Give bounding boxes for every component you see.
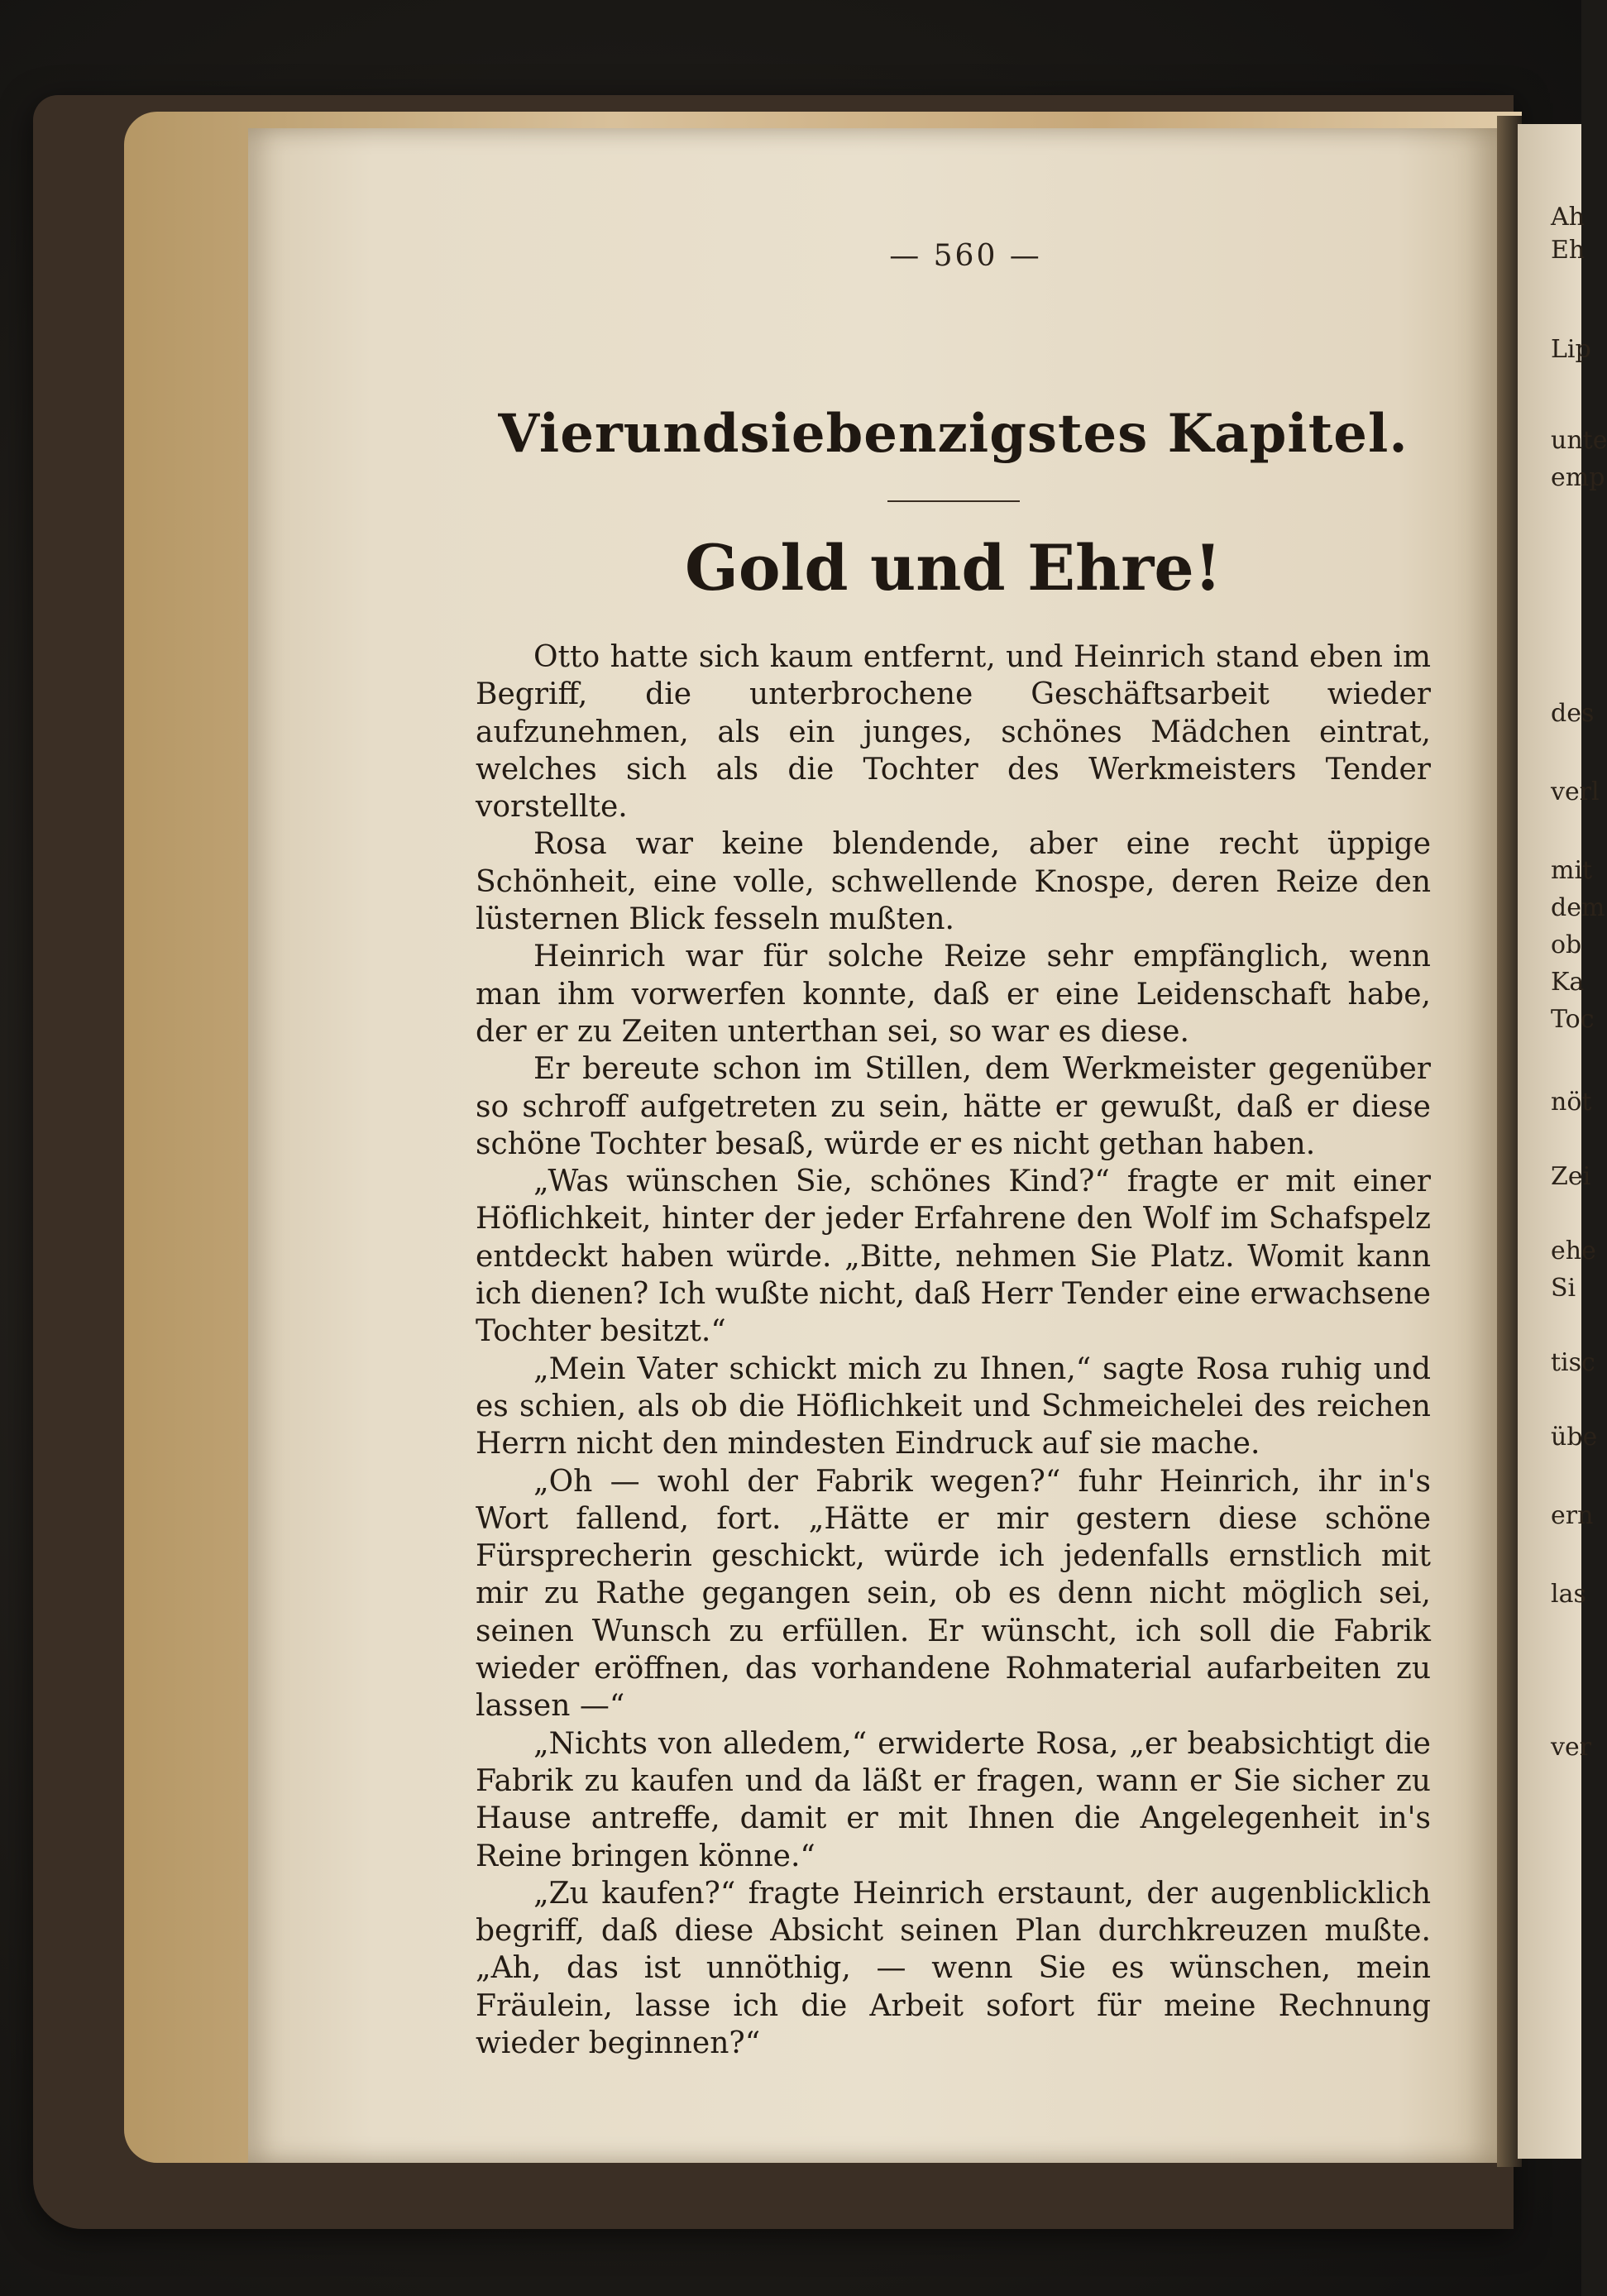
facing-page-word: des (1551, 699, 1595, 728)
facing-page-word: ob (1551, 930, 1582, 959)
chapter-subtitle: Gold und Ehre! (684, 531, 1222, 605)
facing-page-word: übe (1551, 1423, 1598, 1452)
facing-page-word: Zei (1551, 1162, 1591, 1191)
facing-page-word: tisc (1551, 1348, 1595, 1377)
body-text (476, 639, 1431, 2062)
paragraph: Rosa war keine blendende, aber eine recht üppige Schönheit, eine volle, schwellende Knospe, deren Reize den lüsternen Blick fesseln mußten. (476, 827, 1431, 937)
paragraph: Er bereute schon im Stillen, dem Werkmeister gegenüber so schroff aufgetreten zu sein, hätte er gewußt, daß er diese schöne Tochter besaß, würde er es nicht gethan haben. (476, 1052, 1431, 1161)
facing-page-word: las (1551, 1580, 1586, 1609)
facing-page-word: unte (1551, 426, 1607, 455)
facing-page-word: Toc (1551, 1005, 1595, 1034)
facing-page-fragment (1518, 124, 1607, 2159)
facing-page-word: verl (1551, 777, 1600, 806)
facing-page-word: Lip (1551, 335, 1591, 364)
page-number: — 560 — (889, 239, 1042, 273)
chapter-title: Vierundsiebenzigstes Kapitel. (498, 403, 1409, 465)
paragraph: Heinrich war für solche Reize sehr empfänglich, wenn man ihm vorwerfen konnte, daß er eine Leidenschaft habe, der er zu Zeiten unterthan sei, so war es diese. (476, 940, 1431, 1049)
paragraph: „Oh — wohl der Fabrik wegen?“ fuhr Heinrich, ihr in's Wort fallend, fort. „Hätte er mir gestern diese schöne Fürsprecherin geschickt, würde ich jedenfalls ernstlich mit mir zu Rathe gegangen sein, ob es denn nicht möglich sei, seinen Wunsch zu erfüllen. Er wünscht, ich soll die Fabrik wieder eröffnen, das vorhandene Rohmaterial aufarbeiten zu lassen —“ (476, 1464, 1431, 1724)
facing-page-word: dem (1551, 893, 1605, 922)
paragraph: „Was wünschen Sie, schönes Kind?“ fragte er mit einer Höflichkeit, hinter der jeder Erfahrene den Wolf im Schafspelz entdeckt haben würde. „Bitte, nehmen Sie Platz. Womit kann ich dienen? Ich wußte nicht, daß Herr Tender eine erwachsene Tochter besitzt.“ (476, 1165, 1431, 1349)
facing-page-word: Ah (1551, 203, 1585, 232)
facing-page-word: emp (1551, 463, 1605, 492)
paragraph: „Nichts von alledem,“ erwiderte Rosa, „er beabsichtigt die Fabrik zu kaufen und da läßt er fragen, wann er Sie sicher zu Hause antreffe, damit er mit Ihnen die Angelegenheit in's Reine bringen könne.“ (476, 1726, 1431, 1873)
facing-page-word: Eh (1551, 236, 1585, 265)
facing-page-word: mit (1551, 856, 1593, 885)
facing-page-word: ehe (1551, 1236, 1596, 1265)
paragraph: „Mein Vater schickt mich zu Ihnen,“ sagte Rosa ruhig und es schien, als ob die Höflichkeit und Schmeichelei des reichen Herrn nicht den mindesten Eindruck auf sie mache. (476, 1351, 1431, 1461)
paragraph: Otto hatte sich kaum entfernt, und Heinrich stand eben im Begriff, die unterbrochene Geschäftsarbeit wieder aufzunehmen, als ein junges, schönes Mädchen eintrat, welches sich als die Tochter des Werkmeisters Tender vorstellte. (476, 640, 1431, 825)
facing-page-word: ver (1551, 1733, 1592, 1762)
facing-page-word: Ka (1551, 968, 1585, 997)
paragraph: „Zu kaufen?“ fragte Heinrich erstaunt, der augenblicklich begriff, daß diese Absicht seinen Plan durchkreuzen mußte. „Ah, das ist unnöthig, — wenn Sie es wünschen, mein Fräulein, lasse ich die Arbeit sofort für meine Rechnung wieder beginnen?“ (476, 1876, 1431, 2060)
page-content (476, 236, 1431, 2062)
title-divider (887, 500, 1020, 502)
facing-page-word: Si (1551, 1274, 1576, 1303)
facing-page-word: nöt (1551, 1088, 1592, 1117)
facing-page-word: ern (1551, 1501, 1594, 1530)
